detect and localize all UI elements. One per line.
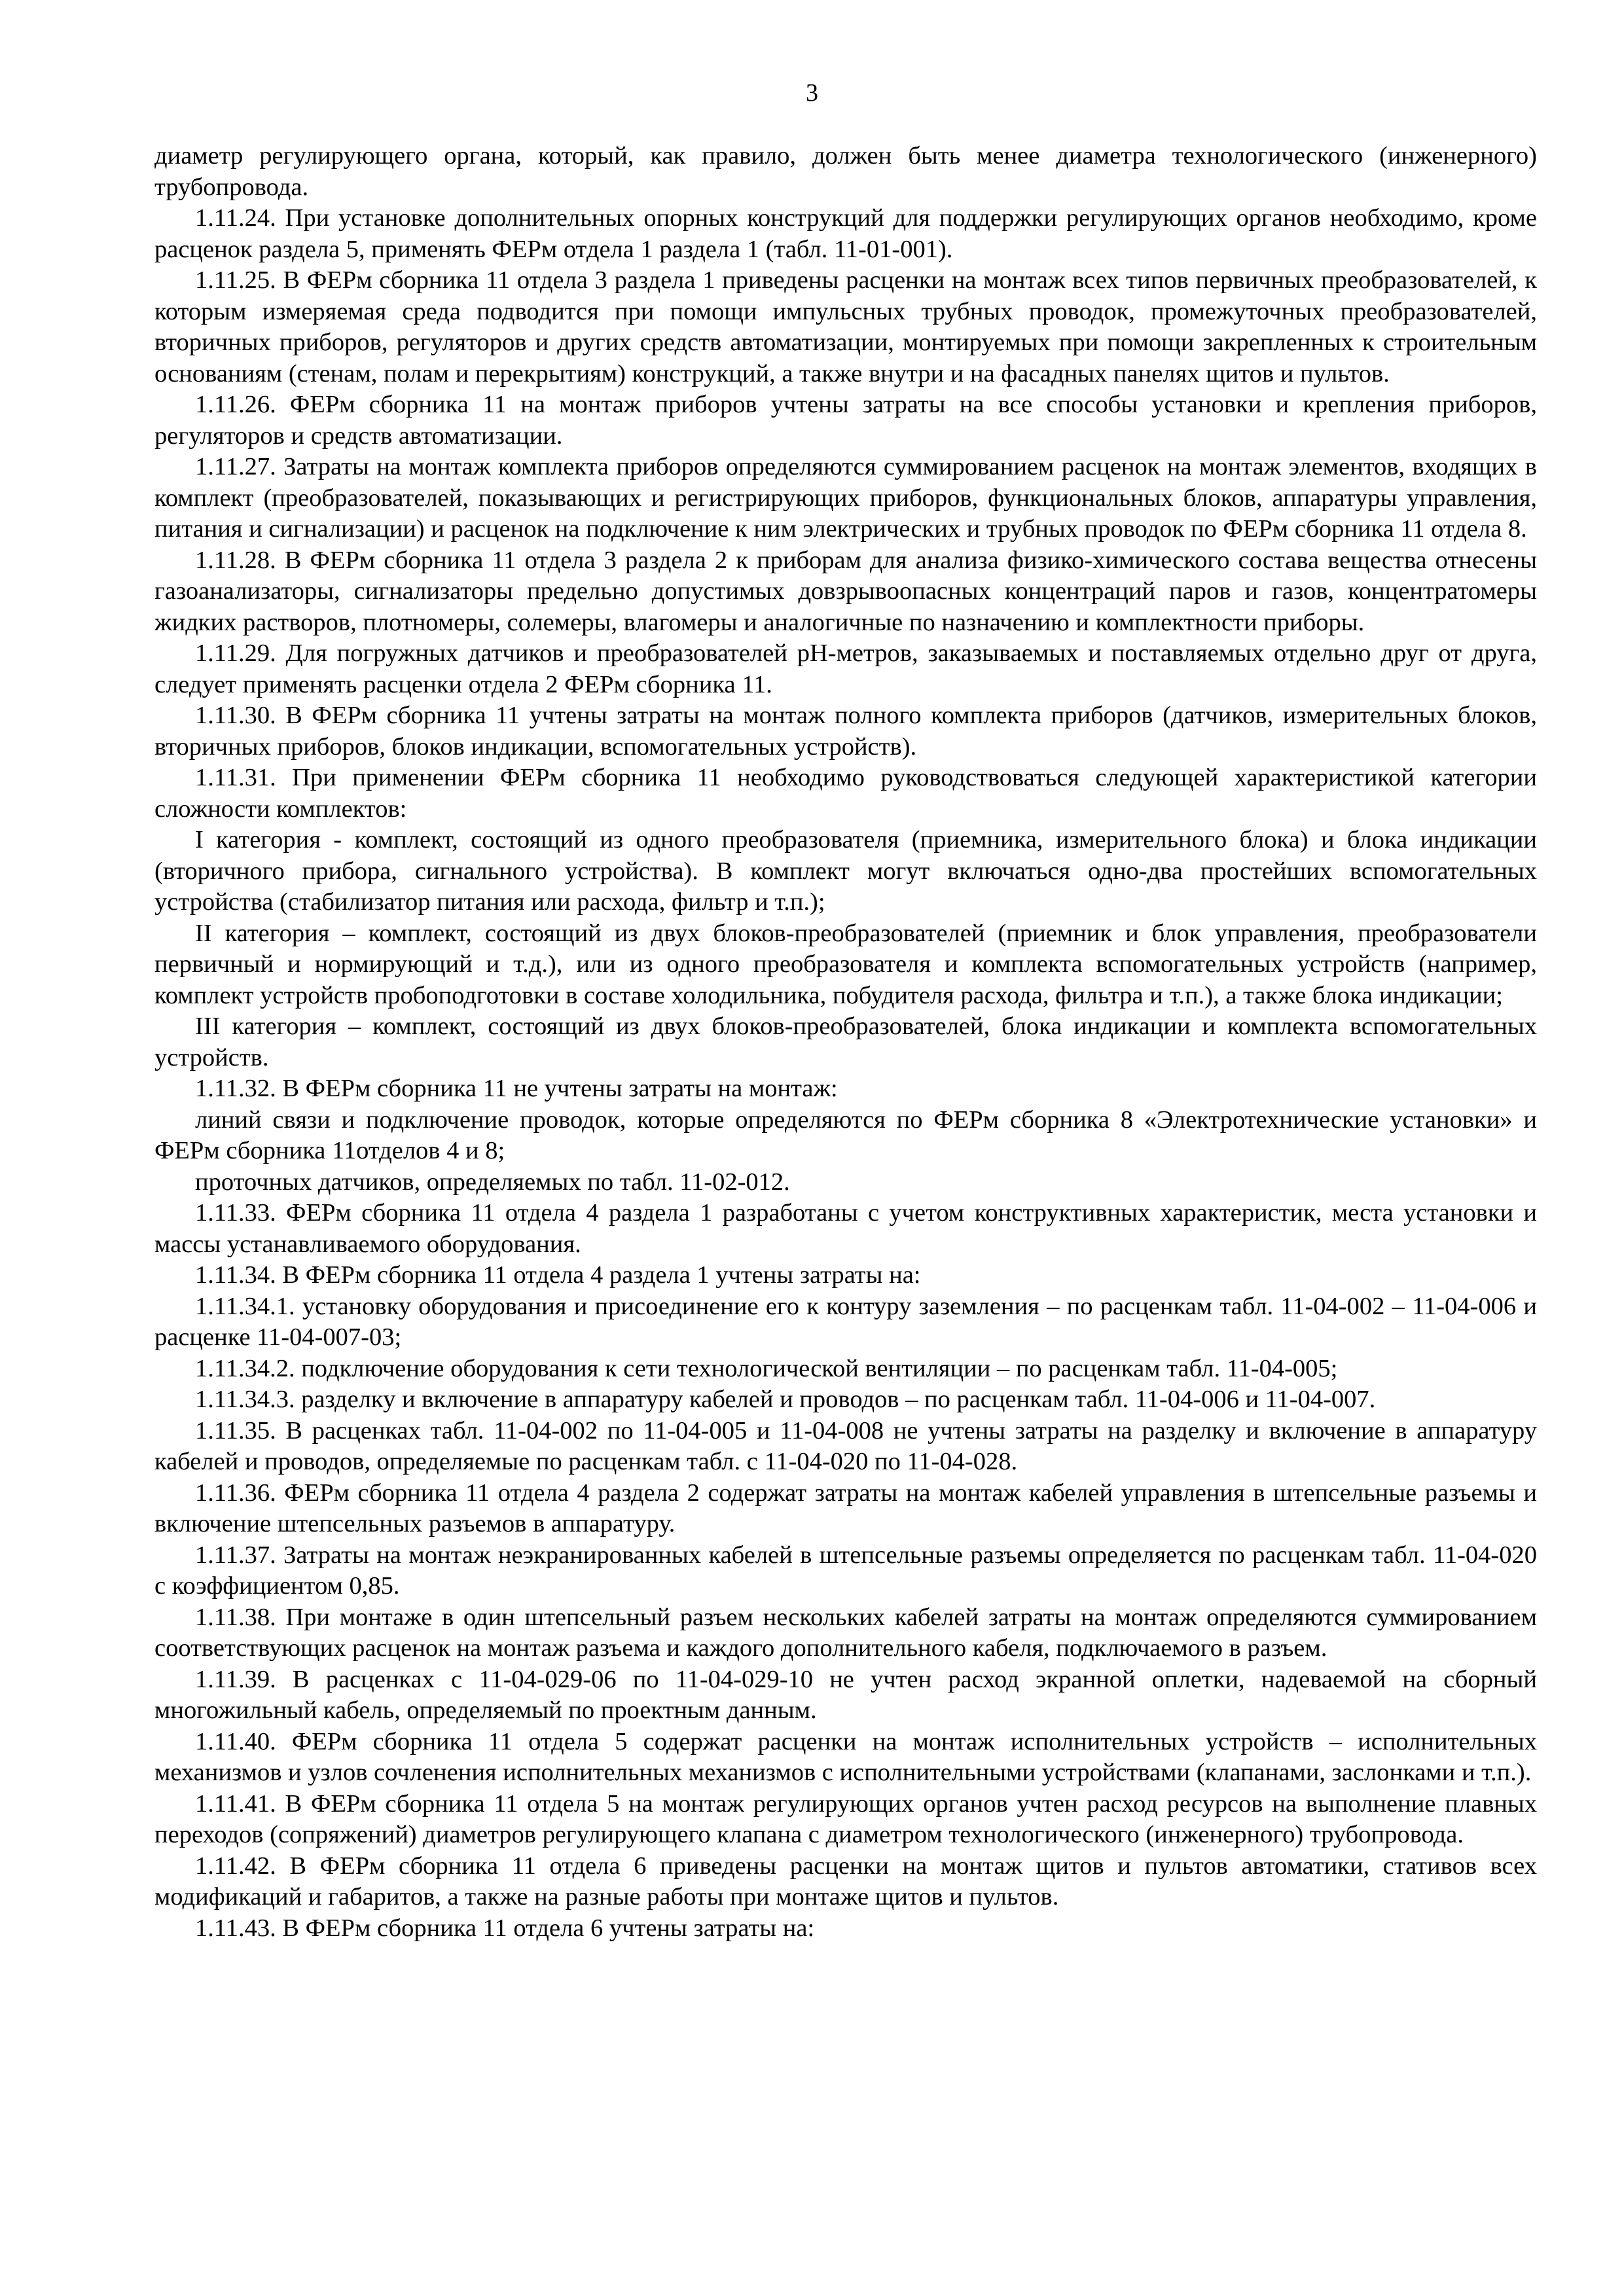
paragraph: 1.11.40. ФЕРм сборника 11 отдела 5 содержат расценки на монтаж исполнительных устройств – исполнительных механизмов и узлов сочленения исполнительных механизмов с исполнительными устройствами (клапанами, заслонками и т.п.). <box>154 1727 1537 1786</box>
paragraph: I категория - комплект, состоящий из одного преобразователя (приемника, измерительного блока) и блока индикации (вторичного прибора, сигнального устройства). В комплект могут включаться одно-два простейших вспомогательных устройства (стабилизатор питания или расхода, фильтр и т.п.); <box>154 826 1537 916</box>
paragraph: 1.11.34.3. разделку и включение в аппаратуру кабелей и проводов – по расценкам табл. 11-04-006 и 11-04-007. <box>195 1386 1376 1413</box>
paragraph: линий связи и подключение проводок, которые определяются по ФЕРм сборника 8 «Электротехнические установки» и ФЕРм сборника 11отделов 4 и 8; <box>154 1105 1537 1164</box>
paragraph: 1.11.34. В ФЕРм сборника 11 отдела 4 раздела 1 учтены затраты на: <box>195 1261 921 1289</box>
paragraph: 1.11.42. В ФЕРм сборника 11 отдела 6 приведены расценки на монтаж щитов и пультов автоматики, стативов всех модификаций и габаритов, а также на разные работы при монтаже щитов и пультов. <box>154 1852 1537 1910</box>
paragraph: III категория – комплект, состоящий из двух блоков-преобразователей, блока индикации и комплекта вспомогательных устройств. <box>154 1013 1537 1071</box>
paragraph: 1.11.34.2. подключение оборудования к сети технологической вентиляции – по расценкам табл. 11-04-005; <box>195 1354 1338 1382</box>
document-body <box>154 141 1537 1944</box>
paragraph: 1.11.27. Затраты на монтаж комплекта приборов определяются суммированием расценок на монтаж элементов, входящих в комплект (преобразователей, показывающих и регистрирующих приборов, функциональных блоков, аппаратуры управления, питания и сигнализации) и расценок на подключение к ним электрических и трубных проводок по ФЕРм сборника 11 отдела 8. <box>154 453 1537 543</box>
paragraph: II категория – комплект, состоящий из двух блоков-преобразователей (приемник и блок управления, преобразователи первичный и нормирующий и т.д.), или из одного преобразователя и комплекта вспомогательных устройств (например, комплект устройств пробоподготовки в составе холодильника, побудителя расхода, фильтра и т.п.), а также блока индикации; <box>154 919 1537 1009</box>
paragraph: 1.11.39. В расценках с 11-04-029-06 по 11-04-029-10 не учтен расход экранной оплетки, надеваемой на сборный многожильный кабель, определяемый по проектным данным. <box>154 1665 1537 1724</box>
paragraph: 1.11.24. При установке дополнительных опорных конструкций для поддержки регулирующих органов необходимо, кроме расценок раздела 5, применять ФЕРм отдела 1 раздела 1 (табл. 11-01-001). <box>154 204 1537 263</box>
paragraph: 1.11.43. В ФЕРм сборника 11 отдела 6 учтены затраты на: <box>195 1914 815 1942</box>
paragraph: 1.11.26. ФЕРм сборника 11 на монтаж приборов учтены затраты на все способы установки и крепления приборов, регуляторов и средств автоматизации. <box>154 391 1537 450</box>
paragraph: 1.11.35. В расценках табл. 11-04-002 по 11-04-005 и 11-04-008 не учтены затраты на разделку и включение в аппаратуру кабелей и проводов, определяемые по расценкам табл. с 11-04-020 по 11-04-028. <box>154 1416 1537 1475</box>
paragraph: 1.11.32. В ФЕРм сборника 11 не учтены затраты на монтаж: <box>195 1075 838 1102</box>
paragraph: 1.11.30. В ФЕРм сборника 11 учтены затраты на монтаж полного комплекта приборов (датчиков, измерительных блоков, вторичных приборов, блоков индикации, вспомогательных устройств). <box>154 702 1537 761</box>
page-number: 3 <box>806 79 818 107</box>
paragraph: 1.11.28. В ФЕРм сборника 11 отдела 3 раздела 2 к приборам для анализа физико-химического состава вещества отнесены газоанализаторы, сигнализаторы предельно допустимых довзрывоопасных концентраций паров и газов, концентратомеры жидких растворов, плотномеры, солемеры, влагомеры и аналогичные по назначению и комплектности приборы. <box>154 546 1537 636</box>
paragraph: 1.11.36. ФЕРм сборника 11 отдела 4 раздела 2 содержат затраты на монтаж кабелей управления в штепсельные разъемы и включение штепсельных разъемов в аппаратуру. <box>154 1479 1537 1537</box>
paragraph: диаметр регулирующего органа, который, как правило, должен быть менее диаметра технологического (инженерного) трубопровода. <box>154 142 1537 201</box>
paragraph: 1.11.29. Для погружных датчиков и преобразователей pH-метров, заказываемых и поставляемых отдельно друг от друга, следует применять расценки отдела 2 ФЕРм сборника 11. <box>154 639 1537 698</box>
paragraph: 1.11.34.1. установку оборудования и присоединение его к контуру заземления – по расценкам табл. 11-04-002 – 11-04-006 и расценке 11-04-007-03; <box>154 1292 1537 1351</box>
paragraph: 1.11.25. В ФЕРм сборника 11 отдела 3 раздела 1 приведены расценки на монтаж всех типов первичных преобразователей, к которым измеряемая среда подводится при помощи импульсных трубных проводок, промежуточных преобразователей, вторичных приборов, регуляторов и других средств автоматизации, монтируемых при помощи закрепленных к строительным основаниям (стенам, полам и перекрытиям) конструкций, а также внутри и на фасадных панелях щитов и пультов. <box>154 266 1537 387</box>
paragraph: 1.11.41. В ФЕРм сборника 11 отдела 5 на монтаж регулирующих органов учтен расход ресурсов на выполнение плавных переходов (сопряжений) диаметров регулирующего клапана с диаметром технологического (инженерного) трубопровода. <box>154 1789 1537 1848</box>
paragraph: 1.11.37. Затраты на монтаж неэкранированных кабелей в штепсельные разъемы определяется по расценкам табл. 11-04-020 с коэффициентом 0,85. <box>154 1541 1537 1600</box>
paragraph: 1.11.38. При монтаже в один штепсельный разъем нескольких кабелей затраты на монтаж определяются суммированием соответствующих расценок на монтаж разъема и каждого дополнительного кабеля, подключаемого в разъем. <box>154 1603 1537 1662</box>
paragraph: 1.11.31. При применении ФЕРм сборника 11 необходимо руководствоваться следующей характеристикой категории сложности комплектов: <box>154 764 1537 823</box>
paragraph: проточных датчиков, определяемых по табл. 11-02-012. <box>195 1168 790 1196</box>
paragraph: 1.11.33. ФЕРм сборника 11 отдела 4 раздела 1 разработаны с учетом конструктивных характеристик, места установки и массы устанавливаемого оборудования. <box>154 1199 1537 1258</box>
